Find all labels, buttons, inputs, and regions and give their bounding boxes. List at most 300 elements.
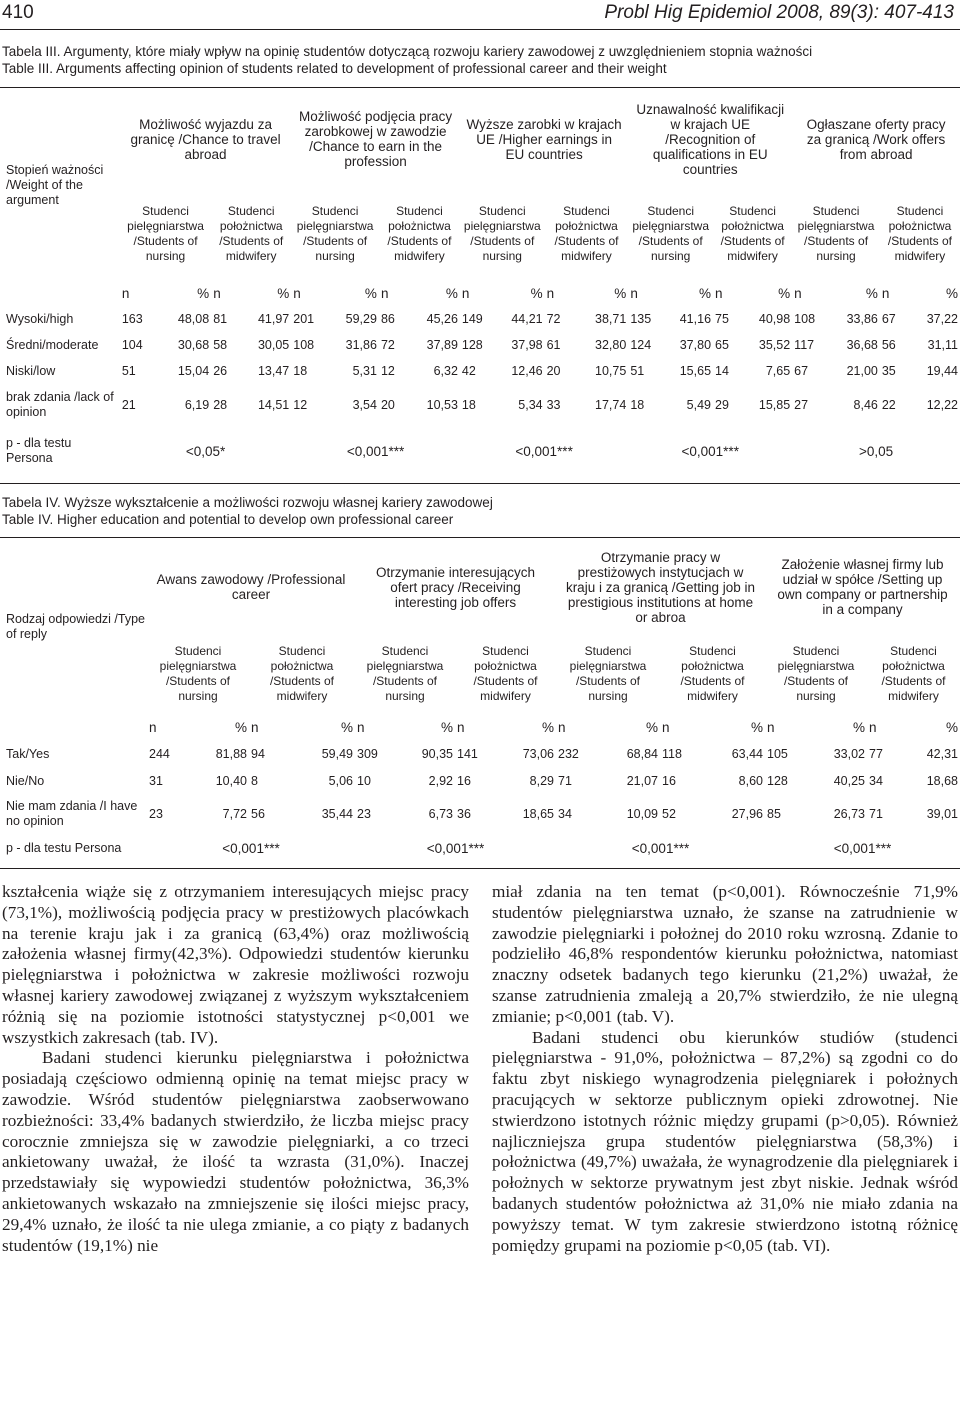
pct-value: 10,40	[215, 773, 247, 788]
p-value: <0,001***	[222, 840, 280, 856]
n-value: 12	[293, 397, 308, 412]
pct-value: 13,47	[257, 363, 290, 378]
unit-pair	[628, 286, 713, 301]
table4-group-header-row	[0, 540, 960, 634]
data-cell	[765, 794, 867, 834]
unit-cell	[880, 280, 960, 306]
value-pair	[628, 338, 713, 353]
data-cell	[660, 740, 765, 768]
value-pair	[147, 747, 249, 762]
group-header: Otrzymanie pracy w prestiżowych instytucjach w kraju i za granicą /Getting job in prestigious institutions at home or abroa	[565, 549, 756, 625]
n-value: 85	[767, 806, 781, 821]
n-value: 108	[293, 337, 315, 352]
data-cell	[713, 358, 792, 384]
table3-group-header-row	[0, 90, 960, 188]
data-cell	[713, 332, 792, 358]
n-label: n	[121, 285, 130, 301]
n-value: 58	[213, 337, 228, 352]
n-value: 20	[546, 363, 561, 378]
pct-label: %	[445, 285, 458, 301]
group-header: Możliwość wyjazdu za granicę /Chance to travel abroad	[130, 116, 281, 162]
data-cell	[291, 358, 379, 384]
table4-top-rule	[0, 537, 960, 538]
value-pair	[460, 312, 545, 327]
value-pair	[867, 807, 960, 822]
n-value: 104	[121, 337, 143, 352]
pct-value: 40,98	[758, 311, 791, 326]
value-pair	[249, 747, 355, 762]
n-value: 65	[715, 337, 729, 352]
pct-value: 6,73	[428, 806, 453, 821]
unit-pair	[120, 286, 211, 301]
value-pair	[460, 338, 545, 353]
pct-value: 30,68	[177, 337, 210, 352]
pct-label: %	[340, 719, 353, 735]
unit-pair	[211, 286, 291, 301]
table-row	[0, 358, 960, 384]
unit-cell	[765, 714, 867, 740]
table3-unit-row	[0, 280, 960, 306]
value-pair	[120, 398, 211, 413]
value-pair	[460, 364, 545, 379]
p-label: p - dla testu Persona	[6, 436, 72, 465]
n-value: 34	[558, 806, 572, 821]
value-pair	[211, 312, 291, 327]
empty-cell	[0, 714, 147, 740]
data-cell	[249, 794, 355, 834]
table4-bottom-rule	[0, 868, 960, 869]
group-header: Wyższe zarobki w krajach UE /Higher earnings in EU countries	[466, 116, 622, 162]
n-label: n	[213, 285, 221, 301]
pct-value: 41,16	[679, 311, 712, 326]
unit-cell	[211, 280, 291, 306]
unit-cell	[460, 280, 545, 306]
n-value: 86	[380, 311, 395, 326]
data-cell	[355, 740, 455, 768]
value-pair	[455, 807, 556, 822]
n-value: 52	[662, 806, 676, 821]
value-pair	[713, 312, 792, 327]
n-value: 56	[251, 806, 265, 821]
value-pair	[660, 807, 765, 822]
data-cell	[147, 740, 249, 768]
n-value: 20	[380, 397, 395, 412]
pct-label: %	[440, 719, 453, 735]
data-cell	[628, 306, 713, 332]
pct-value: 14,51	[257, 397, 290, 412]
subgroup-header: Studenci pielęgniarstwa /Students of nursing	[296, 204, 374, 263]
group-header: Ogłaszane oferty pracy za granicą /Work offers from abroad	[806, 116, 946, 162]
table3-p-row	[0, 426, 960, 476]
subgroup-header: Studenci położnictwa /Students of midwifery	[473, 644, 538, 703]
n-value: 23	[357, 806, 371, 821]
unit-pair	[880, 286, 960, 301]
n-value: 31	[149, 773, 163, 788]
n-value: 8	[251, 773, 258, 788]
data-cell	[120, 306, 211, 332]
row-label: Tak/Yes	[6, 746, 50, 761]
body-paragraph: kształcenia wiąże się z otrzymaniem interesujących miejsc pracy (73,1%), możliwością podjęcia pracy w prestiżowych placówkach na terenie kraju jak i za granicą (63,4%) oraz możliwością założenia własnej firmy(42,3%). Odpowiedzi studentów kierunku pielęgniarstwa i położnictwa w zakresie możliwości rozwoju własnej kariery zawodowej związanej z wyższym wykształceniem różnią się na poziomie istotności statystycznej p<0,001 we wszystkich zakresach (tab. IV).	[2, 882, 469, 1047]
data-cell	[545, 306, 629, 332]
unit-cell	[556, 714, 660, 740]
pct-value: 33,02	[833, 746, 865, 761]
data-cell	[713, 384, 792, 426]
pct-label: %	[945, 719, 958, 735]
n-value: 75	[715, 311, 729, 326]
unit-pair	[460, 286, 545, 301]
n-value: 16	[662, 773, 676, 788]
data-cell	[379, 358, 460, 384]
value-pair	[379, 312, 460, 327]
data-cell	[291, 306, 379, 332]
data-cell	[792, 306, 880, 332]
value-pair	[455, 747, 556, 762]
n-value: 124	[630, 337, 652, 352]
n-value: 18	[630, 397, 645, 412]
subgroup-header: Studenci położnictwa /Students of midwifery	[881, 644, 946, 703]
data-cell	[867, 740, 960, 768]
pct-value: 5,49	[686, 397, 712, 412]
data-cell	[379, 384, 460, 426]
pct-label: %	[865, 285, 878, 301]
unit-pair	[660, 720, 765, 735]
value-pair	[660, 747, 765, 762]
n-label: n	[881, 285, 890, 301]
n-value: 72	[546, 311, 561, 326]
table-row	[0, 740, 960, 768]
data-cell	[120, 332, 211, 358]
page-header	[0, 0, 960, 28]
value-pair	[120, 312, 211, 327]
n-value: 16	[457, 773, 471, 788]
pct-value: 5,31	[352, 363, 377, 378]
value-pair	[628, 364, 713, 379]
unit-cell	[249, 714, 355, 740]
subgroup-header: Studenci pielęgniarstwa /Students of nursing	[569, 644, 647, 703]
row-label: Wysoki/high	[6, 311, 74, 326]
data-cell	[556, 768, 660, 794]
subgroup-header: Studenci położnictwa /Students of midwifery	[269, 644, 335, 703]
unit-cell	[147, 714, 249, 740]
table4-unit-row	[0, 714, 960, 740]
data-cell	[628, 358, 713, 384]
data-cell	[545, 358, 629, 384]
data-cell	[660, 768, 765, 794]
unit-pair	[713, 286, 792, 301]
unit-pair	[765, 720, 867, 735]
data-cell	[249, 740, 355, 768]
value-pair	[792, 312, 880, 327]
value-pair	[545, 398, 629, 413]
value-pair	[120, 364, 211, 379]
pct-value: 68,84	[626, 746, 658, 761]
body-paragraph: Badani studenci kierunku pielęgniarstwa i położnictwa posiadają częściowo odmienną opinię na temat miejsc pracy w zawodzie. Wśród studentów pielęgniarstwa zaobserwowano rozbieżności: 33,4% badanych stwierdziło, że liczba miejsc pracy corocznie zmniejsza się w zawodzie pielęgniarki, a co trzeci ankietowany uważał, że ilość ta wzrasta (31,0%). Inaczej przedstawiały się wypowiedzi studentów położnictwa, 36,3% ankietowanych wskazało na zmniejszenie się ilości miejsc pracy, 29,4% uznało, że ilość ta nie ulega zmianie, a co piąty z badanych studentów (19,1%) nie	[2, 1048, 469, 1255]
group-header: Uznawalność kwalifikacji w krajach UE /Recognition of qualifications in EU countries	[636, 101, 785, 177]
value-pair	[545, 364, 629, 379]
unit-pair	[147, 720, 249, 735]
pct-value: 7,65	[765, 363, 791, 378]
data-cell	[147, 768, 249, 794]
table3-bottom-rule	[0, 483, 960, 484]
n-value: 22	[881, 397, 896, 412]
value-pair	[379, 364, 460, 379]
value-pair	[867, 747, 960, 762]
data-cell	[211, 306, 291, 332]
pct-value: 40,25	[833, 773, 865, 788]
value-pair	[880, 364, 960, 379]
pct-value: 2,92	[428, 773, 453, 788]
pct-value: 15,85	[758, 397, 791, 412]
row-header: Stopień ważności /Weight of the argument	[6, 162, 104, 207]
pct-value: 37,22	[926, 311, 958, 326]
n-label: n	[380, 285, 389, 301]
p-value: <0,001***	[631, 840, 690, 856]
data-cell	[211, 384, 291, 426]
n-label: n	[461, 285, 470, 301]
header-rule	[0, 29, 960, 30]
data-cell	[628, 332, 713, 358]
pct-label: %	[699, 285, 712, 301]
value-pair	[713, 398, 792, 413]
n-label: n	[357, 719, 365, 735]
value-pair	[792, 364, 880, 379]
n-value: 28	[213, 397, 228, 412]
value-pair	[460, 398, 545, 413]
n-value: 149	[461, 311, 483, 326]
value-pair	[880, 312, 960, 327]
pct-label: %	[197, 285, 210, 301]
unit-pair	[355, 720, 455, 735]
n-label: n	[869, 719, 877, 735]
p-value: <0,001***	[426, 840, 485, 856]
data-cell	[765, 768, 867, 794]
unit-pair	[556, 720, 660, 735]
pct-value: 19,44	[926, 363, 958, 378]
n-value: 67	[881, 311, 896, 326]
n-value: 135	[630, 311, 652, 326]
p-value: <0,001***	[346, 443, 405, 459]
empty-cell	[0, 280, 120, 306]
data-cell	[211, 332, 291, 358]
value-pair	[545, 338, 629, 353]
n-value: 128	[767, 773, 788, 788]
pct-value: 32,80	[595, 337, 627, 352]
value-pair	[792, 398, 880, 413]
n-value: 201	[293, 311, 315, 326]
unit-cell	[355, 714, 455, 740]
pct-value: 63,44	[731, 746, 763, 761]
value-pair	[713, 338, 792, 353]
table4-caption-pl: Tabela IV. Wyższe wykształcenie a możliwości rozwoju własnej kariery zawodowej	[2, 495, 493, 510]
unit-pair	[455, 720, 556, 735]
n-value: 163	[121, 311, 143, 326]
value-pair	[291, 338, 379, 353]
n-value: 118	[662, 746, 682, 761]
pct-value: 30,05	[257, 337, 290, 352]
unit-cell	[291, 280, 379, 306]
data-cell	[880, 358, 960, 384]
value-pair	[556, 774, 660, 789]
value-pair	[880, 398, 960, 413]
table-row	[0, 794, 960, 834]
value-pair	[120, 338, 211, 353]
pct-value: 8,29	[529, 773, 554, 788]
pct-value: 35,44	[321, 806, 353, 821]
row-label: Niski/low	[6, 363, 56, 378]
n-value: 35	[881, 363, 896, 378]
pct-value: 59,29	[345, 311, 377, 326]
data-cell	[545, 332, 629, 358]
pct-label: %	[852, 719, 865, 735]
value-pair	[765, 747, 867, 762]
p-value: <0,001***	[515, 443, 573, 459]
pct-label: %	[541, 719, 554, 735]
pct-label: %	[778, 285, 791, 301]
data-cell	[291, 384, 379, 426]
pct-value: 10,53	[426, 397, 458, 412]
value-pair	[545, 312, 629, 327]
pct-label: %	[234, 719, 247, 735]
pct-value: 15,04	[177, 363, 210, 378]
pct-value: 73,06	[522, 746, 554, 761]
journal-citation: Probl Hig Epidemiol 2008, 89(3): 407-413	[604, 2, 954, 23]
n-label: n	[251, 719, 259, 735]
n-value: 81	[213, 311, 228, 326]
pct-value: 33,86	[846, 311, 878, 326]
body-paragraph: Badani studenci obu kierunków studiów (studenci pielęgniarstwa - 91,0%, położnictwa – 87,2%) są zgodni co do faktu zbyt niskiego wynagrodzenia pielęgniarek i położnych pracujących w sektorze publicznym opieki zdrowotnej. Nie stwierdzono istotnych różnic między grupami (p>0,05). Również najliczniejsza grupa studentów pielęgniarstwa (58,3%) i położnictwa (49,7%) uważała, że wynagrodzenie dla pielęgniarek i położnych w sektorze prywatnym jest zbyt niskie. Jednak wśród badanych studentów położnictwa aż 31,0% nie miało zdania na powyższy temat. W tym zakresie stwierdzono istotną różnicę pomiędzy grupami na poziomie p<0,05 (tab. VI).	[492, 1027, 958, 1255]
table-row	[0, 332, 960, 358]
pct-label: %	[277, 285, 290, 301]
pct-value: 3,54	[352, 397, 377, 412]
unit-cell	[455, 714, 556, 740]
n-value: 26	[213, 363, 228, 378]
table3	[0, 90, 960, 476]
data-cell	[211, 358, 291, 384]
p-value: <0,05*	[185, 443, 226, 459]
pct-value: 59,49	[321, 746, 353, 761]
n-value: 23	[149, 806, 163, 821]
pct-label: %	[364, 285, 377, 301]
n-value: 309	[357, 746, 378, 761]
value-pair	[355, 747, 455, 762]
unit-pair	[792, 286, 880, 301]
n-value: 27	[794, 397, 809, 412]
unit-cell	[713, 280, 792, 306]
pct-value: 31,11	[927, 337, 958, 352]
data-cell	[792, 358, 880, 384]
n-value: 94	[251, 746, 265, 761]
unit-cell	[867, 714, 960, 740]
row-header: Rodzaj odpowiedzi /Type of reply	[6, 612, 145, 641]
pct-value: 5,06	[328, 773, 353, 788]
value-pair	[355, 807, 455, 822]
row-label: Nie mam zdania /I have no opinion	[6, 799, 138, 828]
data-cell	[792, 384, 880, 426]
unit-cell	[628, 280, 713, 306]
data-cell	[355, 768, 455, 794]
n-value: 34	[869, 773, 883, 788]
subgroup-header: Studenci pielęgniarstwa /Students of nursing	[159, 644, 237, 703]
value-pair	[249, 774, 355, 789]
table4	[0, 540, 960, 862]
pct-value: 8,60	[738, 773, 763, 788]
subgroup-header: Studenci położnictwa /Students of midwifery	[554, 204, 619, 263]
n-label: n	[630, 285, 638, 301]
n-value: 71	[558, 773, 572, 788]
data-cell	[765, 740, 867, 768]
pct-value: 90,35	[421, 746, 453, 761]
pct-value: 27,96	[731, 806, 763, 821]
n-value: 128	[461, 337, 483, 352]
value-pair	[660, 774, 765, 789]
n-value: 51	[121, 363, 136, 378]
value-pair	[379, 338, 460, 353]
n-label: n	[293, 285, 301, 301]
data-cell	[880, 384, 960, 426]
pct-value: 5,34	[518, 397, 543, 412]
pct-value: 8,46	[853, 397, 878, 412]
data-cell	[379, 306, 460, 332]
subgroup-header: Studenci położnictwa /Students of midwifery	[387, 204, 452, 263]
data-cell	[120, 358, 211, 384]
value-pair	[792, 338, 880, 353]
pct-value: 37,89	[426, 337, 458, 352]
data-cell	[556, 794, 660, 834]
n-value: 108	[794, 311, 816, 326]
subgroup-header: Studenci pielęgniarstwa /Students of nursing	[797, 204, 875, 263]
value-pair	[455, 774, 556, 789]
table3-subgroup-row	[0, 188, 960, 280]
data-cell	[455, 794, 556, 834]
data-cell	[867, 794, 960, 834]
body-column-left	[2, 882, 469, 1256]
n-value: 18	[461, 397, 476, 412]
subgroup-header: Studenci pielęgniarstwa /Students of nursing	[463, 204, 541, 263]
pct-value: 6,32	[433, 363, 458, 378]
group-header: Możliwość podjęcia pracy zarobkowej w zawodzie /Chance to earn in the profession	[299, 109, 453, 169]
pct-value: 17,74	[595, 397, 627, 412]
data-cell	[460, 358, 545, 384]
data-cell	[460, 384, 545, 426]
n-value: 33	[546, 397, 561, 412]
pct-label: %	[530, 285, 543, 301]
n-value: 51	[630, 363, 645, 378]
pct-value: 15,65	[679, 363, 712, 378]
pct-value: 12,46	[511, 363, 543, 378]
subgroup-header: Studenci położnictwa /Students of midwifery	[887, 204, 952, 263]
data-cell	[355, 794, 455, 834]
body-column-right	[492, 882, 958, 1256]
data-cell	[880, 306, 960, 332]
pct-value: 21,00	[846, 363, 878, 378]
data-cell	[460, 332, 545, 358]
pct-value: 37,98	[511, 337, 543, 352]
value-pair	[867, 774, 960, 789]
p-value: <0,001***	[681, 443, 739, 459]
pct-value: 48,08	[177, 311, 210, 326]
value-pair	[211, 398, 291, 413]
unit-pair	[867, 720, 960, 735]
table3-caption-pl: Tabela III. Argumenty, które miały wpływ na opinię studentów dotyczącą rozwoju kariery zawodowej z uwzględnieniem stopnia ważności	[2, 44, 813, 59]
pct-label: %	[750, 719, 763, 735]
table-row	[0, 384, 960, 426]
n-label: n	[546, 285, 555, 301]
data-cell	[660, 794, 765, 834]
n-label: n	[558, 719, 566, 735]
n-value: 67	[794, 363, 809, 378]
n-label: n	[767, 719, 775, 735]
pct-value: 42,31	[926, 746, 958, 761]
